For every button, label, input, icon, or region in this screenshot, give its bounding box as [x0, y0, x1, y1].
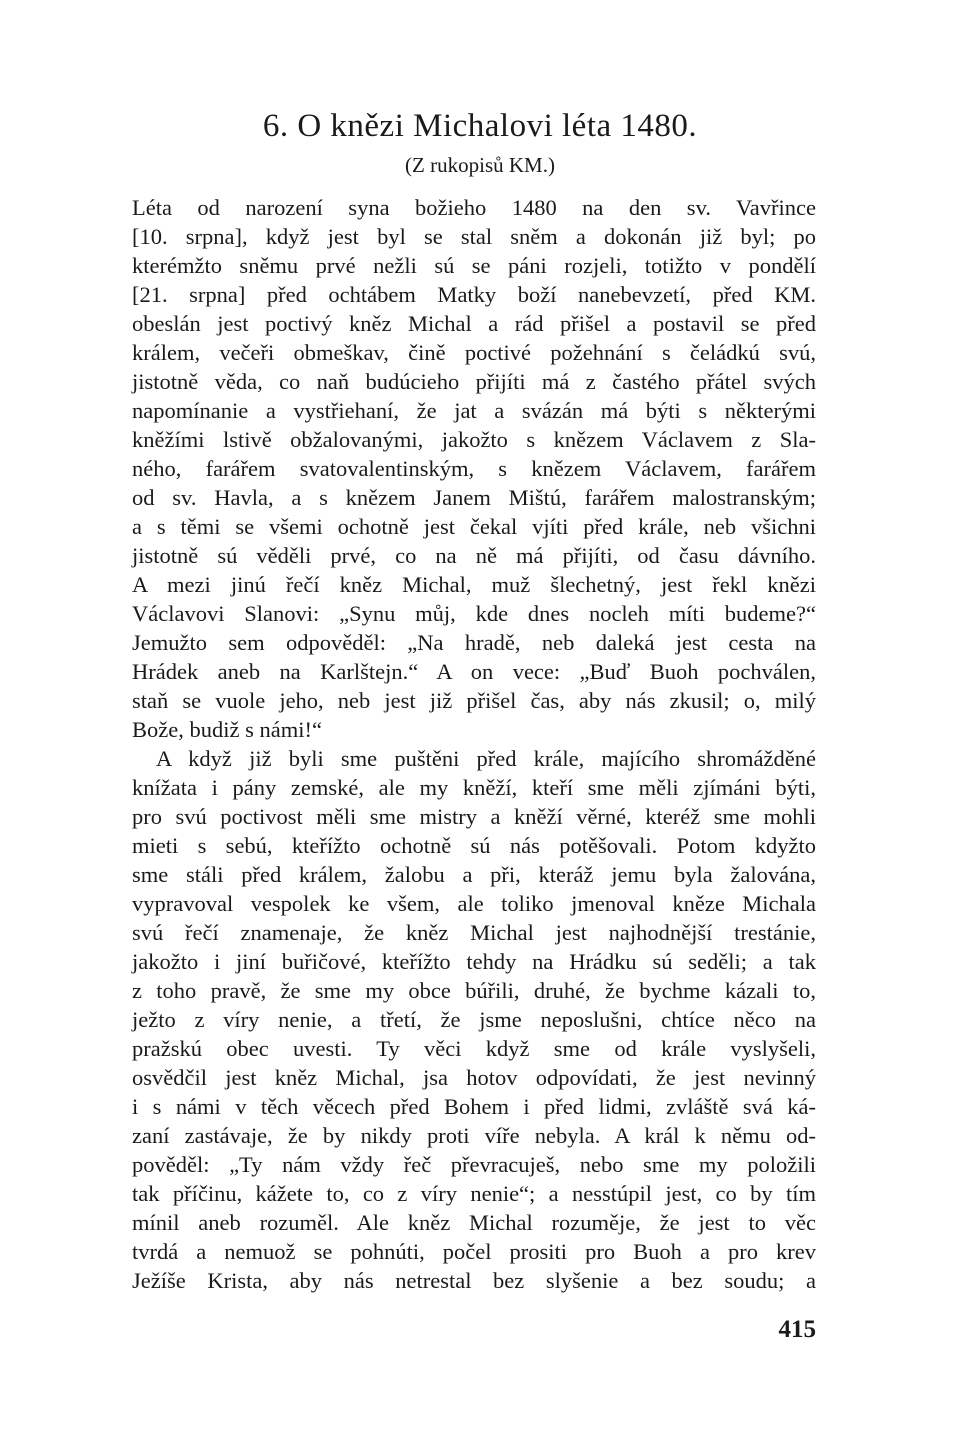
text-line: pověděl: „Ty nám vždy řeč převracuješ, nebo sme my položili: [132, 1152, 816, 1177]
text-line: zaní zastávaje, že by nikdy proti víře nebyla. A král k němu od-: [132, 1123, 816, 1148]
text-line: kněžími lstivě obžalovanými, jakožto s knězem Václavem z Sla-: [132, 427, 816, 452]
text-line: jistotně věda, co naň budúcieho přijíti má z častého přátel svých: [132, 369, 816, 394]
text-line: jistotně sú věděli prvé, co na ně má přijíti, od času dávního.: [132, 543, 816, 568]
text-line: Jemužto sem odpověděl: „Na hradě, neb daleká jest cesta na: [132, 630, 816, 655]
text-line: Ježíše Krista, aby nás netrestal bez slyšenie a bez soudu; a: [132, 1268, 816, 1293]
text-line: mínil aneb rozuměl. Ale kněz Michal rozuměje, že jest to věc: [132, 1210, 816, 1235]
text-line: Hrádek aneb na Karlštejn.“ A on vece: „Buď Buoh pochválen,: [132, 659, 816, 684]
text-line: pro svú poctivost měli sme mistry a kněží věrné, kteréž sme mohli: [132, 804, 816, 829]
text-line: králem, večeři obmeškav, čině poctivé požehnání s čeládkú svú,: [132, 340, 816, 365]
text-line: i s námi v těch věcech před Bohem i před lidmi, zvláště svá ká-: [132, 1094, 816, 1119]
text-line: obeslán jest poctivý kněz Michal a rád přišel a postavil se před: [132, 311, 816, 336]
text-line: Václavovi Slanovi: „Synu můj, kde dnes nocleh míti budeme?“: [132, 601, 816, 626]
text-line: Léta od narození syna božieho 1480 na den sv. Vavřince: [132, 195, 816, 220]
text-line: A mezi jinú řečí kněz Michal, muž šlechetný, jest řekl knězi: [132, 572, 816, 597]
text-line: knížata i pány zemské, ale my kněží, kteří sme měli zjímáni býti,: [132, 775, 816, 800]
page-number: 415: [778, 1316, 816, 1343]
text-line: jakožto i jiní buřičové, kteřížto tehdy na Hrádku sú seděli; a tak: [132, 949, 816, 974]
body-text: [132, 193, 816, 1295]
text-line: tak příčinu, kážete to, co z víry nenie“; a nesstúpil jest, co by tím: [132, 1181, 816, 1206]
text-line: tvrdá a nemuož se pohnúti, počel prositi pro Buoh a pro krev: [132, 1239, 816, 1264]
text-line: kterémžto sněmu prvé nežli sú se páni rozjeli, totižto v pondělí: [132, 253, 816, 278]
text-line: sme stáli před králem, žalobu a při, kteráž jemu byla žalována,: [132, 862, 816, 887]
text-line: ného, farářem svatovalentinským, s knězem Václavem, farářem: [132, 456, 816, 481]
text-line: a s těmi se všemi ochotně jest čekal vjíti před krále, neb všichni: [132, 514, 816, 539]
text-line: napomínanie a vystřiehaní, že jat a svázán má býti s některými: [132, 398, 816, 423]
text-line: z toho pravě, že sme my obce búřili, druhé, že bychme kázali to,: [132, 978, 816, 1003]
text-line: vypravoval vespolek ke všem, ale toliko jmenoval kněze Michala: [132, 891, 816, 916]
text-line: mieti s sebú, kteřížto ochotně sú nás potěšovali. Potom kdyžto: [132, 833, 816, 858]
text-line: ježto z víry nenie, a třetí, že jsme neposlušni, chtíce něco na: [132, 1007, 816, 1032]
text-line: od sv. Havla, a s knězem Janem Mištú, farářem malostranským;: [132, 485, 816, 510]
text-line: osvědčil jest kněz Michal, jsa hotov odpovídati, že jest nevinný: [132, 1065, 816, 1090]
chapter-source-note: (Z rukopisů KM.): [405, 153, 555, 177]
chapter-title: 6. O knězi Michalovi léta 1480.: [262, 108, 698, 144]
text-line: pražskú obec uvesti. Ty věci když sme od krále vyslyšeli,: [132, 1036, 816, 1061]
text-line: Bože, budiž s námi!“: [132, 717, 322, 742]
text-line: svú řečí znamenaje, že kněz Michal jest najhodnější trestánie,: [132, 920, 816, 945]
text-line: staň se vuole jeho, neb jest již přišel čas, aby nás zkusil; o, milý: [132, 688, 816, 713]
text-line: [10. srpna], když jest byl se stal sněm a dokonán již byl; po: [132, 224, 816, 249]
text-line: [21. srpna] před ochtábem Matky boží nanebevzetí, před KM.: [132, 282, 816, 307]
text-line: A když již byli sme puštěni před krále, majícího shromážděné: [156, 746, 816, 771]
